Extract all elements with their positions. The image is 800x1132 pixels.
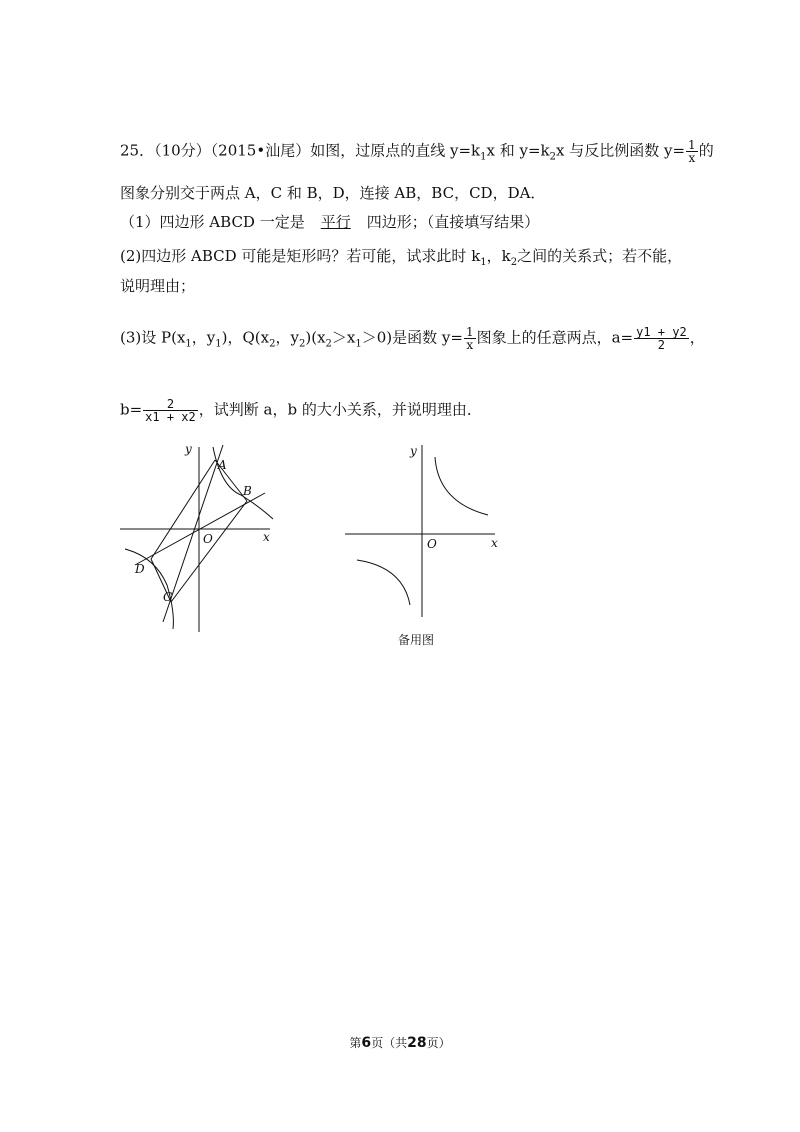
footer-total-pages: 28 xyxy=(407,1035,427,1051)
hyperbola-lower-branch xyxy=(125,549,173,629)
q3-text-f: ＞x xyxy=(331,328,356,347)
problem-intro-line xyxy=(120,139,714,168)
q1-text-after: 四边形；（直接填写结果） xyxy=(366,213,540,231)
intro-text-a: 25．（10分）（2015•汕尾）如图，过原点的直线 y=k xyxy=(120,141,481,160)
fig1-label-c: C xyxy=(163,590,173,604)
line-b-c xyxy=(171,501,247,602)
figure-2-caption: 备用图 xyxy=(398,633,435,647)
fig1-label-a: A xyxy=(218,458,227,472)
figure-1-parallelogram-graph xyxy=(115,437,280,637)
q1-answer-blank: 平行 xyxy=(320,213,351,231)
q3-text-a: (3)设 P(x xyxy=(120,328,186,347)
question-3-b-line xyxy=(120,398,482,423)
fig1-label-x: x xyxy=(263,530,270,544)
a-fraction-denominator: 2 xyxy=(634,338,689,351)
q3-text-end: ， xyxy=(689,328,705,347)
backup-hyperbola-upper xyxy=(435,457,488,515)
q3-frac-den: x xyxy=(464,338,476,351)
a-fraction-numerator: y1 + y2 xyxy=(636,325,687,339)
q2-k2-subscript: 2 xyxy=(510,257,518,268)
k2-subscript: 2 xyxy=(549,151,556,163)
q1-text-before: （1）四边形 ABCD 一定是 xyxy=(120,213,305,231)
fraction-numerator: 1 xyxy=(688,138,696,152)
b-fraction xyxy=(143,398,198,423)
intro-text-c: x 与反比例函数 y= xyxy=(556,141,686,160)
fig1-label-y: y xyxy=(185,442,192,456)
b-fraction-numerator: 2 xyxy=(166,397,175,411)
fig1-label-d: D xyxy=(135,562,145,576)
fig1-label-b: B xyxy=(243,484,252,498)
footer-pre: 第 xyxy=(349,1036,362,1050)
footer-post: 页） xyxy=(426,1036,451,1050)
q3-text-c: )，Q(x xyxy=(221,328,270,347)
b-label: b= xyxy=(120,400,143,419)
fraction-denominator: x xyxy=(686,151,698,164)
q3-text-b: ，y xyxy=(191,328,216,347)
b-line-tail: ，试判断 a，b 的大小关系，并说明理由． xyxy=(198,400,482,419)
fig2-label-x: x xyxy=(491,536,498,550)
q3-text-e: )(x xyxy=(305,328,326,347)
page-footer xyxy=(0,1034,800,1051)
q3-text-h: 图象上的任意两点，a= xyxy=(476,328,634,347)
q2-text-c: 之间的关系式；若不能， xyxy=(517,247,683,265)
q3-text-g: ＞0)是函数 y= xyxy=(361,328,463,347)
problem-line-2: 图象分别交于两点 A，C 和 B，D，连接 AB，BC，CD，DA． xyxy=(120,184,546,202)
q3-sub-x1b: 1 xyxy=(355,338,362,350)
footer-mid: 页（共 xyxy=(371,1036,408,1050)
q3-sub-x2b: 2 xyxy=(325,338,332,350)
q3-sub-y1: 1 xyxy=(215,338,222,350)
a-fraction xyxy=(634,326,689,351)
q2-text-a: (2)四边形 ABCD 可能是矩形吗？若可能，试求此时 k xyxy=(120,247,481,265)
b-fraction-denominator: x1 + x2 xyxy=(145,410,196,424)
q3-frac-num: 1 xyxy=(465,325,474,339)
footer-page-number: 6 xyxy=(361,1035,372,1051)
question-1 xyxy=(120,212,539,232)
figure-2-backup-graph xyxy=(340,437,505,622)
q2-text-b: ，k xyxy=(486,247,511,265)
question-2-line-1 xyxy=(120,246,682,273)
q3-sub-y2: 2 xyxy=(298,338,306,350)
reciprocal-fraction xyxy=(686,139,698,164)
k1-subscript: 1 xyxy=(480,151,487,163)
q2-k1-subscript: 1 xyxy=(480,257,487,268)
fig1-label-o: O xyxy=(203,532,213,546)
question-3 xyxy=(120,326,705,355)
q3-sub-x1: 1 xyxy=(185,338,192,350)
intro-text-end: 的 xyxy=(698,141,714,160)
q3-sub-x2: 2 xyxy=(269,338,276,350)
fig2-label-y: y xyxy=(410,444,417,458)
backup-hyperbola-lower xyxy=(357,560,410,605)
fig2-label-o: O xyxy=(427,537,437,551)
q3-reciprocal-fraction xyxy=(464,326,476,351)
q3-text-d: ，y xyxy=(275,328,299,347)
intro-text-b: x 和 y=k xyxy=(486,141,550,160)
question-2-line-2: 说明理由； xyxy=(120,277,196,295)
